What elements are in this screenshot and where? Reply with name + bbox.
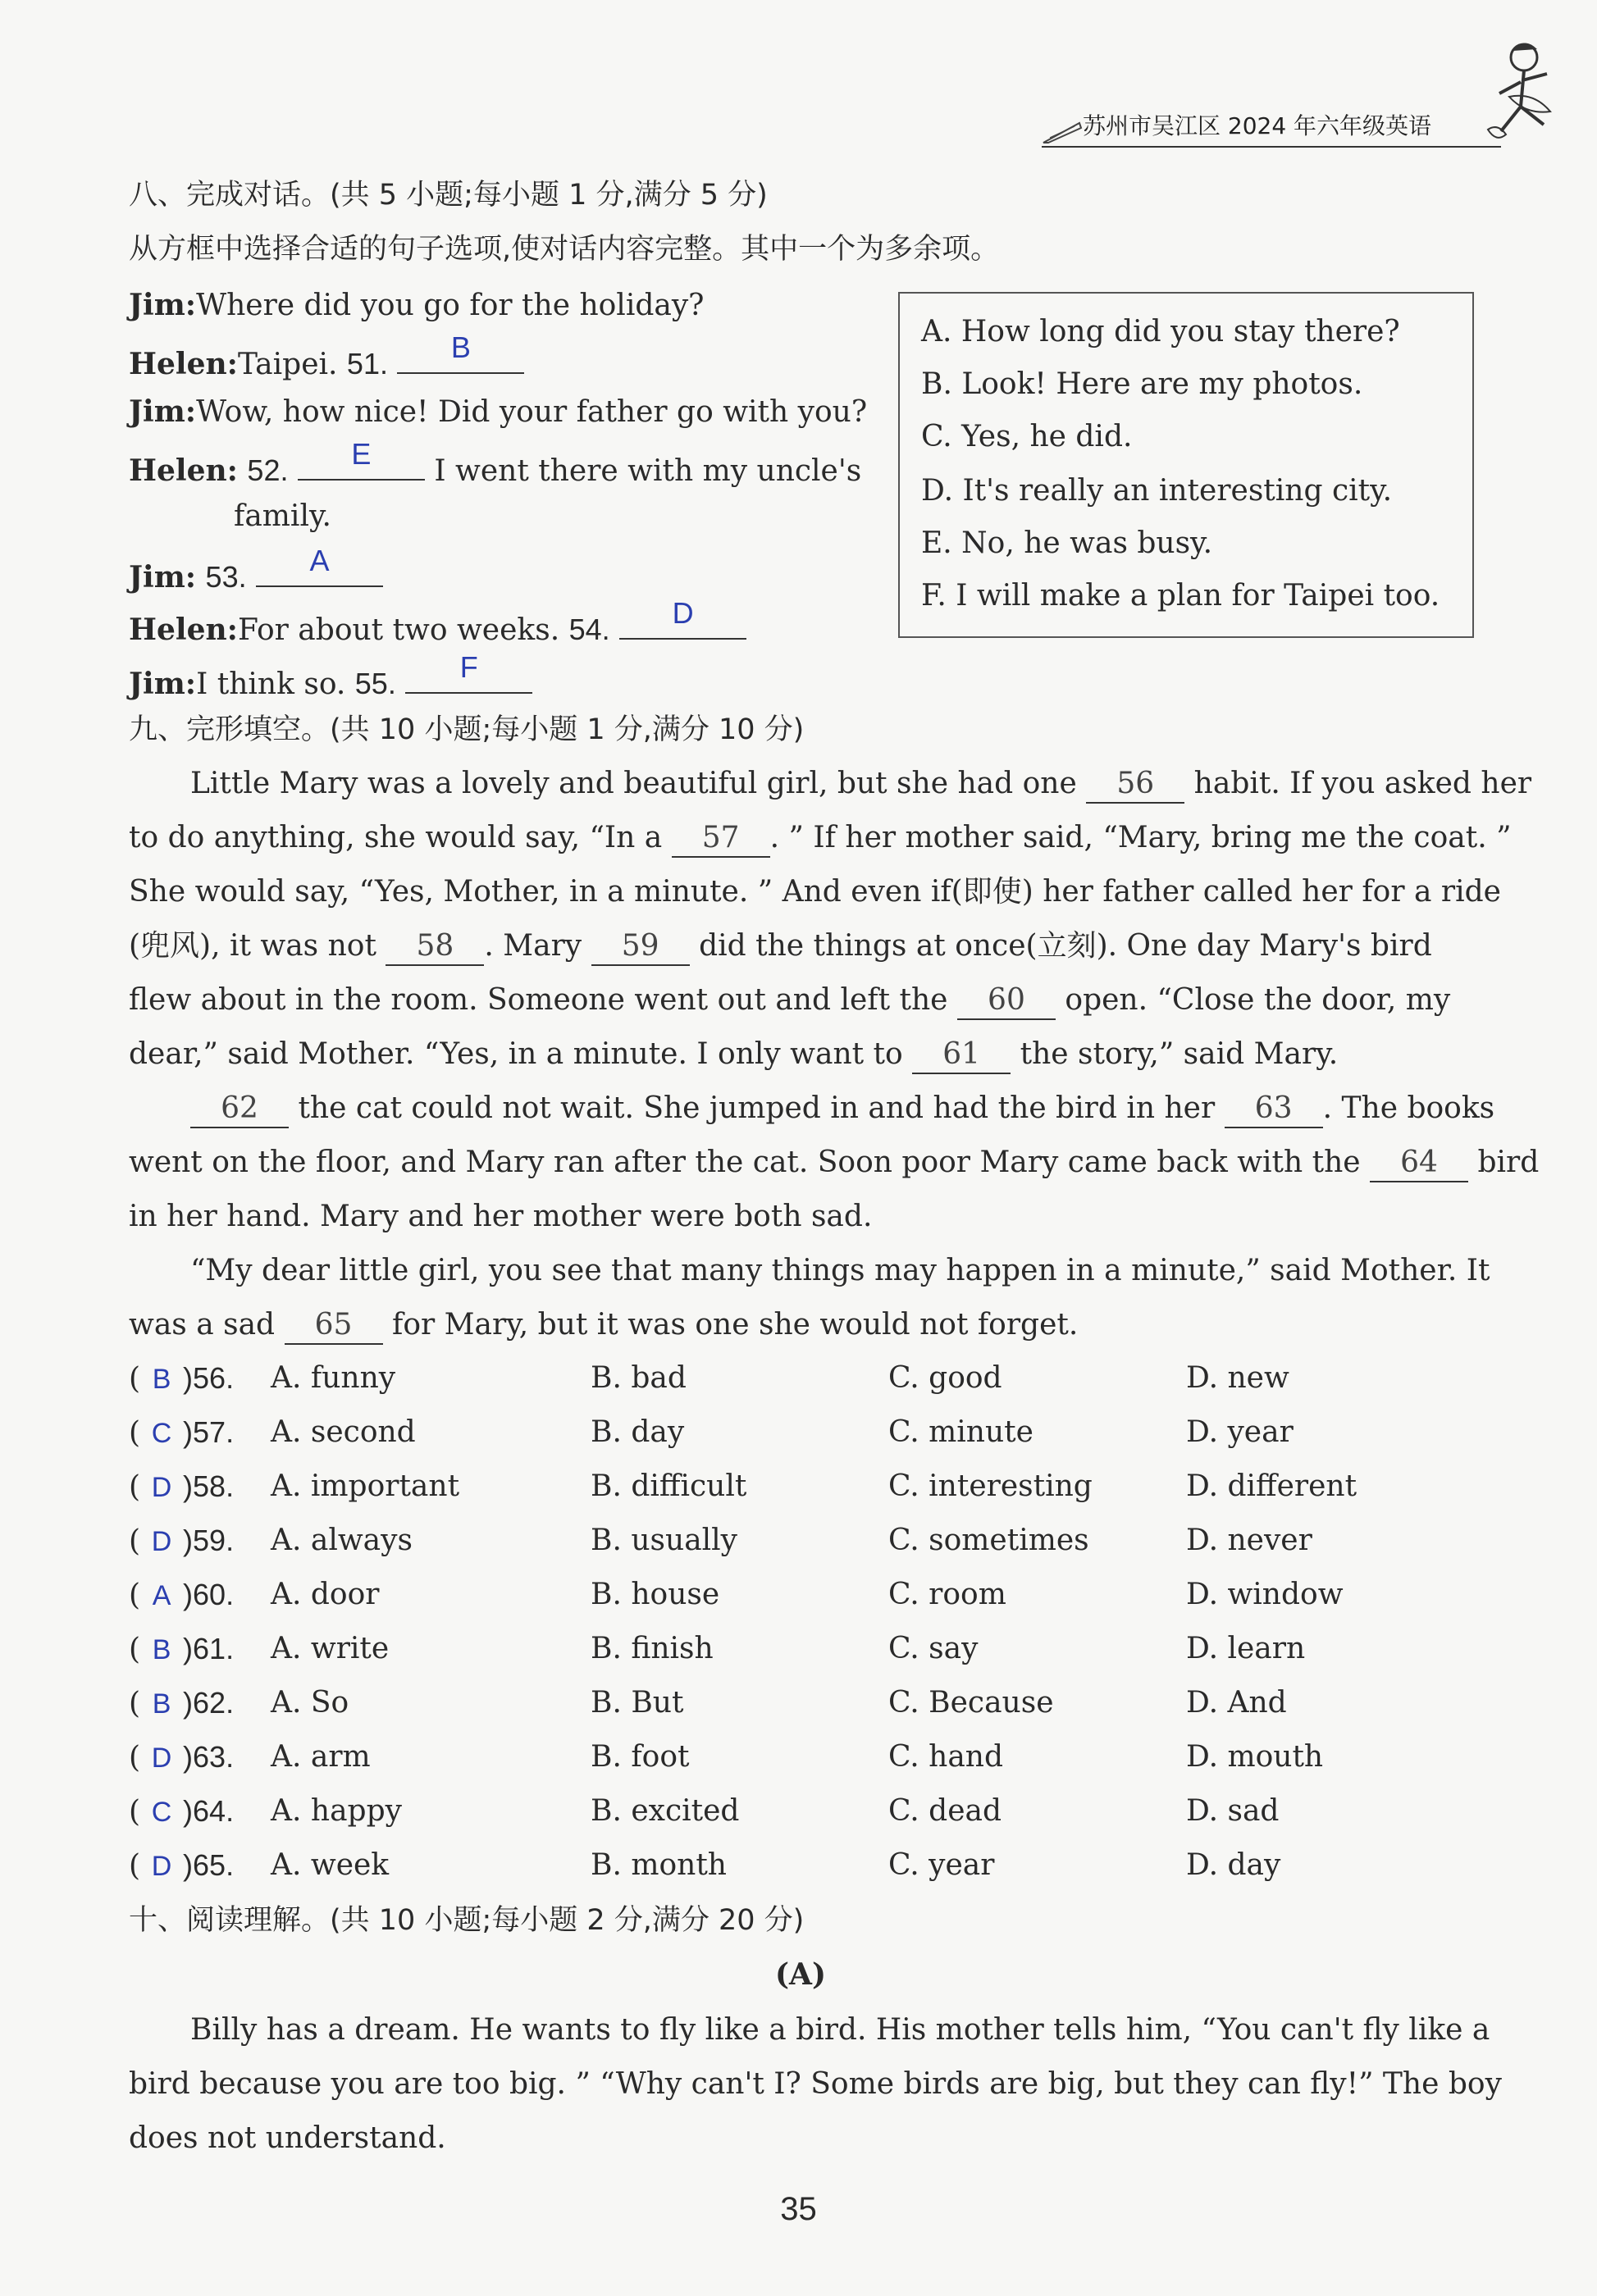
choice-c[interactable]: C. dead: [888, 1794, 1002, 1828]
choice-a[interactable]: A. funny: [271, 1361, 396, 1395]
choice-d[interactable]: D. different: [1186, 1469, 1357, 1503]
options-box: [898, 292, 1474, 638]
passage-line-11: was a sad 65 for Mary, but it was one she would not forget.: [129, 1307, 1078, 1345]
cloze-question: [129, 1415, 234, 1450]
answer-slot[interactable]: D: [151, 1526, 172, 1557]
question-number: )65.: [183, 1848, 235, 1882]
choice-a[interactable]: A. happy: [271, 1794, 402, 1828]
passage-line-2: to do anything, she would say, “In a 57 . ” If her mother said, “Mary, bring me the coat. ”: [129, 820, 1512, 858]
passage-line-8: went on the floor, and Mary ran after the cat. Soon poor Mary came back with the 64 bird: [129, 1145, 1539, 1182]
page-number: 35: [780, 2191, 817, 2227]
cloze-question: [129, 1578, 234, 1612]
paren-open: (: [129, 1524, 141, 1558]
answer-blank-51[interactable]: B: [397, 339, 524, 374]
paren-open: (: [129, 1416, 141, 1450]
answer-slot[interactable]: B: [152, 1364, 171, 1395]
answer-slot[interactable]: D: [151, 1472, 172, 1503]
passage-line-4: (兜风), it was not 58 . Mary 59 did the things at once(立刻). One day Mary's bird: [129, 928, 1432, 966]
pen-icon: [1042, 120, 1083, 144]
section8-heading: 八、完成对话。(共 5 小题;每小题 1 分,满分 5 分): [129, 179, 768, 212]
answer-slot[interactable]: B: [152, 1688, 171, 1720]
dialogue-line-6: Helen:For about two weeks. 54. D: [129, 605, 746, 649]
question-number: )60.: [183, 1578, 235, 1611]
choice-b[interactable]: B. bad: [591, 1361, 687, 1395]
question-number: )61.: [183, 1632, 235, 1665]
dialogue-line-4: Helen: 52. E I went there with my uncle's: [129, 437, 862, 488]
answer-slot[interactable]: C: [151, 1418, 172, 1449]
answer-slot[interactable]: D: [151, 1851, 172, 1882]
answer-slot[interactable]: A: [152, 1580, 171, 1611]
choice-b[interactable]: B. finish: [591, 1632, 714, 1665]
dialogue-line-1: Jim:Where did you go for the holiday?: [129, 288, 705, 322]
paren-open: (: [129, 1849, 141, 1883]
choice-c[interactable]: C. hand: [888, 1740, 1004, 1774]
choice-b[interactable]: B. excited: [591, 1794, 740, 1828]
option-c: C. Yes, he did.: [921, 420, 1133, 453]
reading-line-2: bird because you are too big. ” “Why can't I? Some birds are big, but they can fly!” The boy: [129, 2067, 1502, 2101]
question-number: )56.: [183, 1361, 235, 1395]
choice-b[interactable]: B. difficult: [591, 1469, 747, 1503]
paren-open: (: [129, 1362, 141, 1396]
cloze-question: [129, 1632, 234, 1666]
option-a: A. How long did you stay there?: [921, 315, 1400, 348]
choice-a[interactable]: A. always: [271, 1524, 413, 1557]
answer-blank-53[interactable]: A: [256, 553, 383, 587]
paren-open: (: [129, 1741, 141, 1774]
choice-c[interactable]: C. minute: [888, 1415, 1033, 1449]
paren-open: (: [129, 1687, 141, 1720]
choice-c[interactable]: C. Because: [888, 1686, 1054, 1720]
paren-open: (: [129, 1578, 141, 1612]
choice-a[interactable]: A. important: [271, 1469, 460, 1503]
option-d: D. It's really an interesting city.: [921, 474, 1393, 508]
passage-line-6: dear,” said Mother. “Yes, in a minute. I only want to 61 the story,” said Mary.: [129, 1036, 1338, 1074]
passage-line-3: She would say, “Yes, Mother, in a minute. ” And even if(即使) her father called her for a ride: [129, 875, 1501, 909]
choice-b[interactable]: B. house: [591, 1578, 720, 1611]
choice-d[interactable]: D. year: [1186, 1415, 1294, 1449]
choice-c[interactable]: C. good: [888, 1361, 1002, 1395]
choice-c[interactable]: C. interesting: [888, 1469, 1093, 1503]
choice-c[interactable]: C. room: [888, 1578, 1006, 1611]
section9-heading: 九、完形填空。(共 10 小题;每小题 1 分,满分 10 分): [129, 713, 805, 746]
choice-a[interactable]: A. week: [271, 1848, 390, 1882]
option-b: B. Look! Here are my photos.: [921, 367, 1363, 401]
choice-c[interactable]: C. year: [888, 1848, 995, 1882]
answer-blank-55[interactable]: F: [405, 659, 532, 694]
choice-a[interactable]: A. second: [271, 1415, 416, 1449]
choice-c[interactable]: C. sometimes: [888, 1524, 1089, 1557]
passage-line-1: Little Mary was a lovely and beautiful girl, but she had one 56 habit. If you asked her: [190, 766, 1531, 804]
question-number: )63.: [183, 1740, 235, 1774]
reading-line-3: does not understand.: [129, 2121, 446, 2155]
dialogue-line-3: Jim:Wow, how nice! Did your father go with you?: [129, 394, 868, 429]
choice-b[interactable]: B. day: [591, 1415, 685, 1449]
section8-instruction: 从方框中选择合适的句子选项,使对话内容完整。其中一个为多余项。: [129, 233, 1000, 266]
answer-blank-54[interactable]: D: [619, 605, 746, 640]
choice-a[interactable]: A. write: [271, 1632, 390, 1665]
header-divider: [1042, 146, 1501, 148]
paren-open: (: [129, 1633, 141, 1666]
passage-line-7: 62 the cat could not wait. She jumped in and had the bird in her 63 . The books: [190, 1091, 1494, 1128]
question-number: )64.: [183, 1794, 235, 1828]
question-number: )59.: [183, 1524, 235, 1557]
cloze-question: [129, 1794, 234, 1829]
dialogue-line-7: Jim:I think so. 55. F: [129, 659, 532, 703]
choice-d[interactable]: D. new: [1186, 1361, 1289, 1395]
cloze-question: [129, 1361, 234, 1396]
answer-slot[interactable]: C: [151, 1797, 172, 1828]
choice-b[interactable]: B. foot: [591, 1740, 690, 1774]
passage-line-10: “My dear little girl, you see that many things may happen in a minute,” said Mother. It: [190, 1254, 1490, 1287]
choice-b[interactable]: B. But: [591, 1686, 684, 1720]
cloze-question: [129, 1686, 234, 1720]
answer-blank-52[interactable]: E: [298, 446, 425, 481]
choice-d[interactable]: D. never: [1186, 1524, 1312, 1557]
choice-d[interactable]: D. And: [1186, 1686, 1287, 1720]
cloze-question: [129, 1469, 234, 1504]
passage-line-5: flew about in the room. Someone went out and left the 60 open. “Close the door, my: [129, 982, 1450, 1020]
answer-slot[interactable]: D: [151, 1742, 172, 1774]
cloze-question: [129, 1740, 234, 1774]
section10-heading: 十、阅读理解。(共 10 小题;每小题 2 分,满分 20 分): [129, 1904, 805, 1937]
choice-d[interactable]: D. window: [1186, 1578, 1344, 1611]
reading-line-1: Billy has a dream. He wants to fly like a bird. His mother tells him, “You can't fly like a: [190, 2013, 1490, 2047]
dialogue-line-5: Jim: 53. A: [129, 553, 383, 596]
choice-d[interactable]: D. sad: [1186, 1794, 1280, 1828]
cloze-question: [129, 1524, 234, 1558]
dialogue-line-2: Helen:Taipei. 51. B: [129, 339, 524, 383]
paren-open: (: [129, 1795, 141, 1829]
choice-d[interactable]: D. day: [1186, 1848, 1281, 1882]
choice-a[interactable]: A. arm: [271, 1740, 371, 1774]
question-number: )58.: [183, 1469, 235, 1503]
choice-c[interactable]: C. say: [888, 1632, 979, 1665]
choice-d[interactable]: D. mouth: [1186, 1740, 1324, 1774]
choice-b[interactable]: B. month: [591, 1848, 727, 1882]
cloze-question: [129, 1848, 234, 1883]
answer-slot[interactable]: B: [152, 1634, 171, 1665]
option-f: F. I will make a plan for Taipei too.: [921, 579, 1440, 613]
header-title: 苏州市吴江区 2024 年六年级英语: [1083, 112, 1432, 139]
running-kid-icon: [1476, 33, 1567, 156]
option-e: E. No, he was busy.: [921, 526, 1213, 560]
dialogue-line-4-cont: family.: [234, 499, 331, 533]
passage-line-9: in her hand. Mary and her mother were both sad.: [129, 1200, 873, 1233]
choice-b[interactable]: B. usually: [591, 1524, 738, 1557]
question-number: )57.: [183, 1415, 235, 1449]
choice-a[interactable]: A. door: [271, 1578, 380, 1611]
question-number: )62.: [183, 1686, 235, 1720]
paren-open: (: [129, 1470, 141, 1504]
passage-a-label: (A): [775, 1957, 826, 1992]
choice-d[interactable]: D. learn: [1186, 1632, 1306, 1665]
choice-a[interactable]: A. So: [271, 1686, 349, 1720]
